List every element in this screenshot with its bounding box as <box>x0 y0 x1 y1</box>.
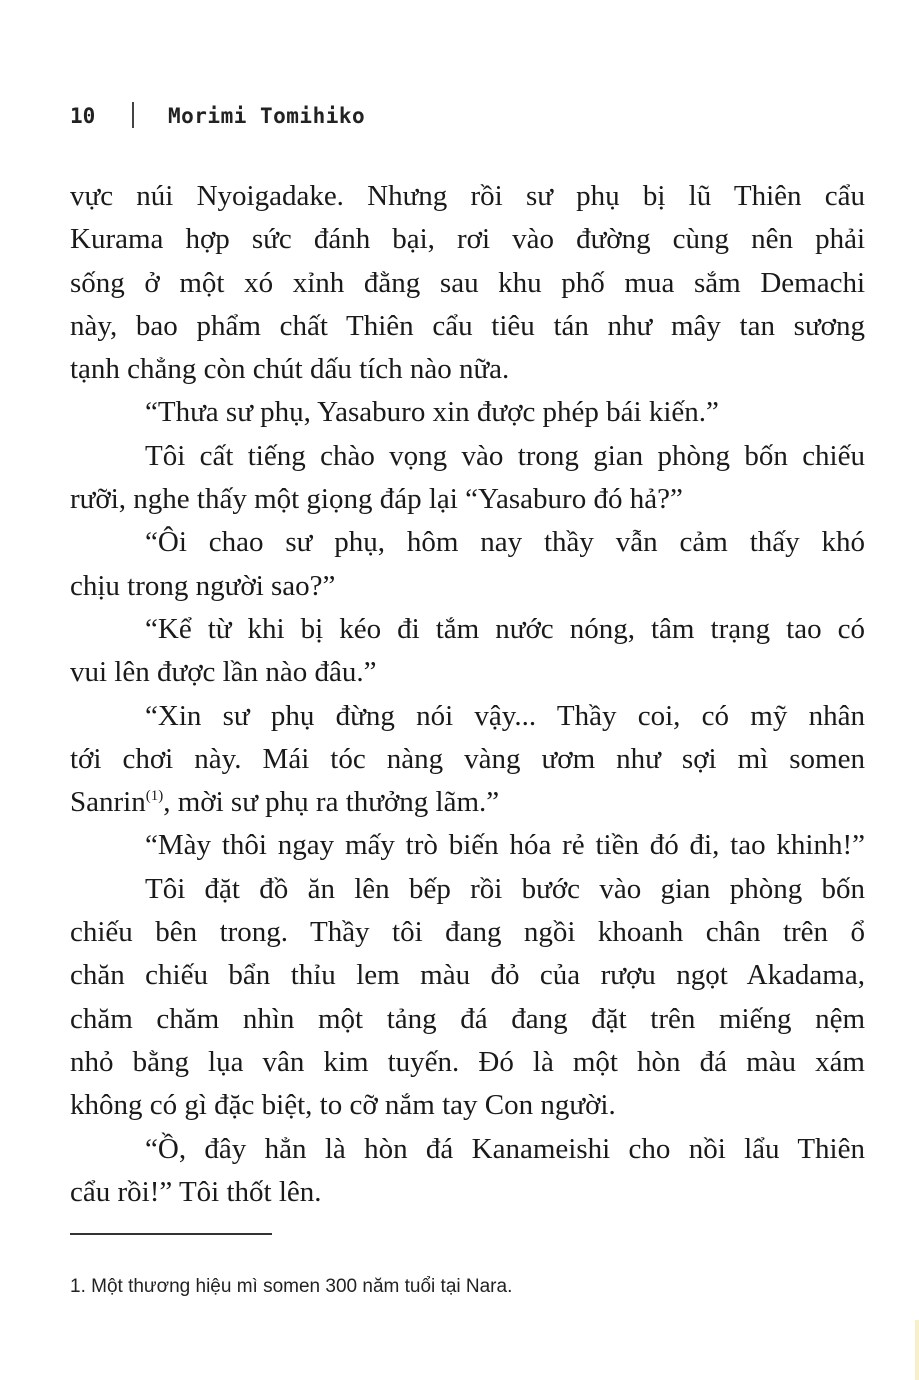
line-text: chịu trong người sao?” <box>70 569 336 602</box>
line-text: chăn chiếu bẩn thỉu lem màu đỏ của rượu ngọt Akadama, <box>70 959 865 992</box>
text-line <box>70 695 865 738</box>
line-text: Sanrin <box>70 786 146 819</box>
footnote-rule <box>70 1233 272 1235</box>
page-number: 10 <box>70 104 96 128</box>
line-text: “Xin sư phụ đừng nói vậy... Thầy coi, có mỹ nhân <box>145 699 865 732</box>
text-line <box>70 651 865 694</box>
line-text: “Mày thôi ngay mấy trò biến hóa rẻ tiền đó đi, tao khinh!” <box>145 829 865 862</box>
footnote: 1. Một thương hiệu mì somen 300 năm tuổi tại Nara. <box>70 1276 513 1297</box>
text-line <box>70 478 865 521</box>
line-text: này, bao phẩm chất Thiên cẩu tiêu tán như mây tan sương <box>70 309 865 342</box>
line-text: vui lên được lần nào đâu.” <box>70 656 377 689</box>
text-line <box>70 435 865 478</box>
text-line <box>70 1171 865 1214</box>
line-text: , mời sư phụ ra thưởng lãm.” <box>163 786 500 819</box>
text-line <box>70 391 865 434</box>
author-name: Morimi Tomihiko <box>168 104 366 128</box>
line-text: cẩu rồi!” Tôi thốt lên. <box>70 1175 322 1208</box>
text-line <box>70 824 865 867</box>
line-text: tạnh chẳng còn chút dấu tích nào nữa. <box>70 353 510 386</box>
line-text: Tôi cất tiếng chào vọng vào trong gian phòng bốn chiếu <box>145 439 865 472</box>
footnote-ref[interactable]: (1) <box>145 788 164 805</box>
line-text: nhỏ bằng lụa vân kim tuyến. Đó là một hòn đá màu xám <box>70 1045 865 1078</box>
text-line <box>70 781 865 824</box>
text-line <box>70 998 865 1041</box>
text-line <box>70 1128 865 1171</box>
text-line <box>70 565 865 608</box>
text-line <box>70 954 865 997</box>
text-line <box>70 218 865 261</box>
text-line <box>70 521 865 564</box>
line-text: vực núi Nyoigadake. Nhưng rồi sư phụ bị lũ Thiên cẩu <box>70 180 865 212</box>
text-line <box>70 305 865 348</box>
text-line <box>70 262 865 305</box>
line-text: Tôi đặt đồ ăn lên bếp rồi bước vào gian phòng bốn <box>145 872 865 905</box>
text-line <box>70 1041 865 1084</box>
text-line <box>70 348 865 391</box>
text-line <box>70 608 865 651</box>
line-text: “Kể từ khi bị kéo đi tắm nước nóng, tâm trạng tao có <box>145 612 865 645</box>
text-line <box>70 868 865 911</box>
line-text: không có gì đặc biệt, to cỡ nắm tay Con người. <box>70 1089 616 1122</box>
text-line <box>70 175 865 218</box>
line-text: sống ở một xó xỉnh đằng sau khu phố mua sắm Demachi <box>70 266 865 299</box>
text-line <box>70 911 865 954</box>
text-line <box>70 738 865 781</box>
text-line <box>70 1084 865 1127</box>
line-text: “Thưa sư phụ, Yasaburo xin được phép bái kiến.” <box>145 396 719 429</box>
line-text: rưỡi, nghe thấy một giọng đáp lại “Yasaburo đó hả?” <box>70 483 683 516</box>
header-divider <box>132 102 134 128</box>
line-text: chiếu bên trong. Thầy tôi đang ngồi khoanh chân trên ổ <box>70 916 865 949</box>
page-edge <box>915 1320 919 1380</box>
body-text <box>70 175 865 1214</box>
line-text: tới chơi này. Mái tóc nàng vàng ươm như sợi mì somen <box>70 742 865 775</box>
line-text: “Ôi chao sư phụ, hôm nay thầy vẫn cảm thấy khó <box>145 526 865 559</box>
line-text: “Ồ, đây hẳn là hòn đá Kanameishi cho nồi lẩu Thiên <box>145 1132 865 1165</box>
line-text: chăm chăm nhìn một tảng đá đang đặt trên miếng nệm <box>70 1002 865 1035</box>
line-text: Kurama hợp sức đánh bại, rơi vào đường cùng nên phải <box>70 223 865 256</box>
